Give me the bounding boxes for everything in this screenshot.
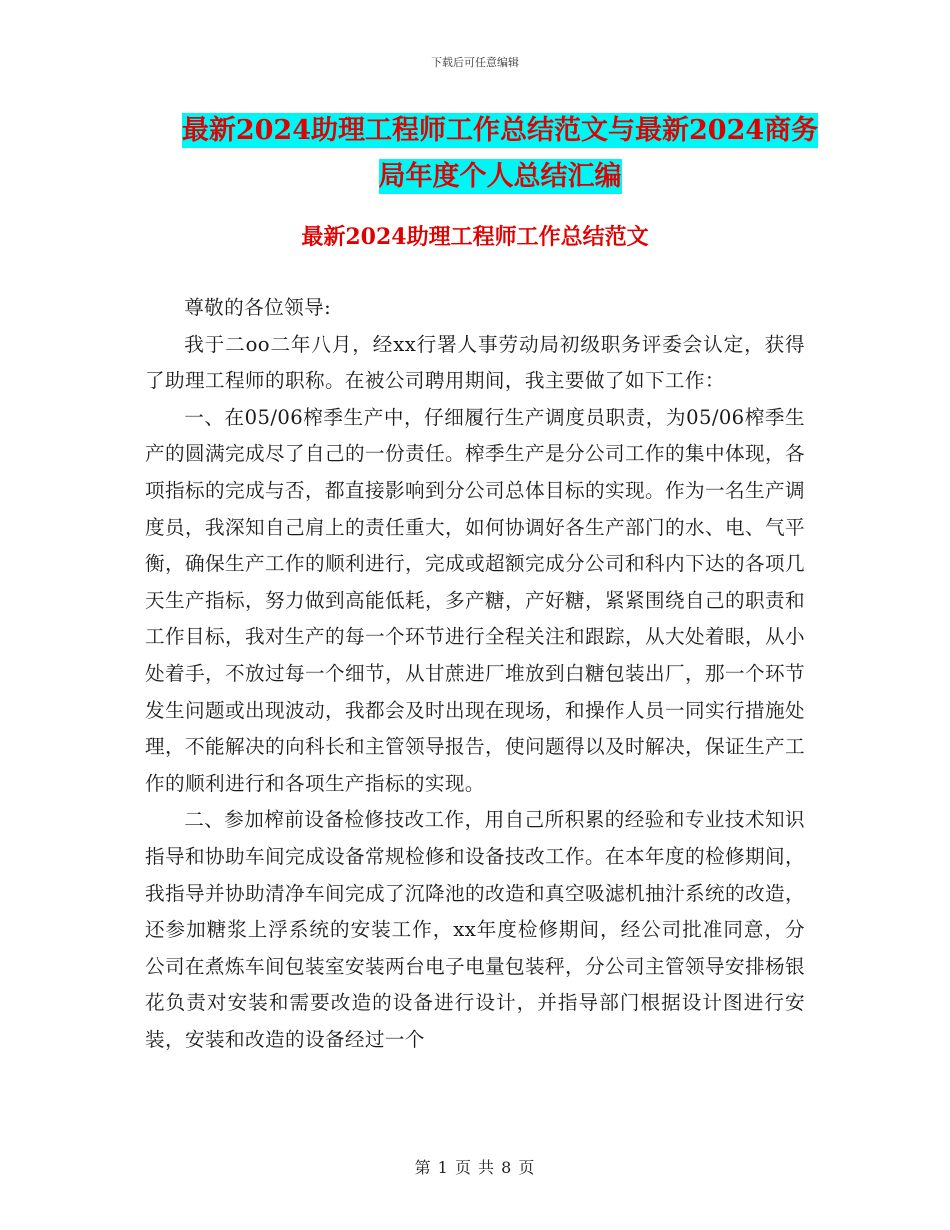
page-header: 下载后可任意编辑: [431, 56, 519, 69]
paragraph-1: 我于二oo二年八月，经xx行署人事劳动局初级职务评委会认定，获得了助理工程师的职称。在被公司聘用期间，我主要做了如下工作：: [145, 332, 805, 393]
document-body: [145, 290, 805, 1058]
paragraph-2: 一、在05/06榨季生产中，仔细履行生产调度员职责，为05/06榨季生产的圆满完成尽了自己的一份责任。榨季生产是分公司工作的集中体现，各项指标的完成与否，都直接影响到分公司总体目标的实现。作为一名生产调度员，我深知自己肩上的责任重大，如何协调好各生产部门的水、电、气平衡，确保生产工作的顺利进行，完成或超额完成分公司和科内下达的各项几天生产指标，努力做到高能低耗，多产糖，产好糖，紧紧围绕自己的职责和工作目标，我对生产的每一个环节进行全程关注和跟踪，从大处着眼，从小处着手，不放过每一个细节，从甘蔗进厂堆放到白糖包装出厂，那一个环节发生问题或出现波动，我都会及时出现在现场，和操作人员一同实行措施处理，不能解决的向科长和主管领导报告，使问题得以及时解决，保证生产工作的顺利进行和各项生产指标的实现。: [145, 405, 805, 795]
section-title: 最新2024助理工程师工作总结范文: [301, 224, 649, 250]
document-title: [140, 108, 860, 200]
salutation: 尊敬的各位领导:: [184, 296, 332, 319]
paragraph-3: 二、参加榨前设备检修技改工作，用自己所积累的经验和专业技术知识指导和协助车间完成设备常规检修和设备技改工作。在本年度的检修期间，我指导并协助清净车间完成了沉降池的改造和真空吸滤机抽汁系统的改造，还参加糖浆上浮系统的安装工作，xx年度检修期间，经公司批准同意，分公司在煮炼车间包装室安装两台电子电量包装秤，分公司主管领导安排杨银花负责对安装和需要改造的设备进行设计，并指导部门根据设计图进行安装，安装和改造的设备经过一个: [145, 808, 805, 1051]
page-footer: 第 1 页 共 8 页: [414, 1158, 536, 1177]
document-title-line-1: 最新2024助理工程师工作总结范文与最新2024商务: [181, 115, 819, 146]
document-title-line-2: 局年度个人总结汇编: [378, 161, 622, 192]
